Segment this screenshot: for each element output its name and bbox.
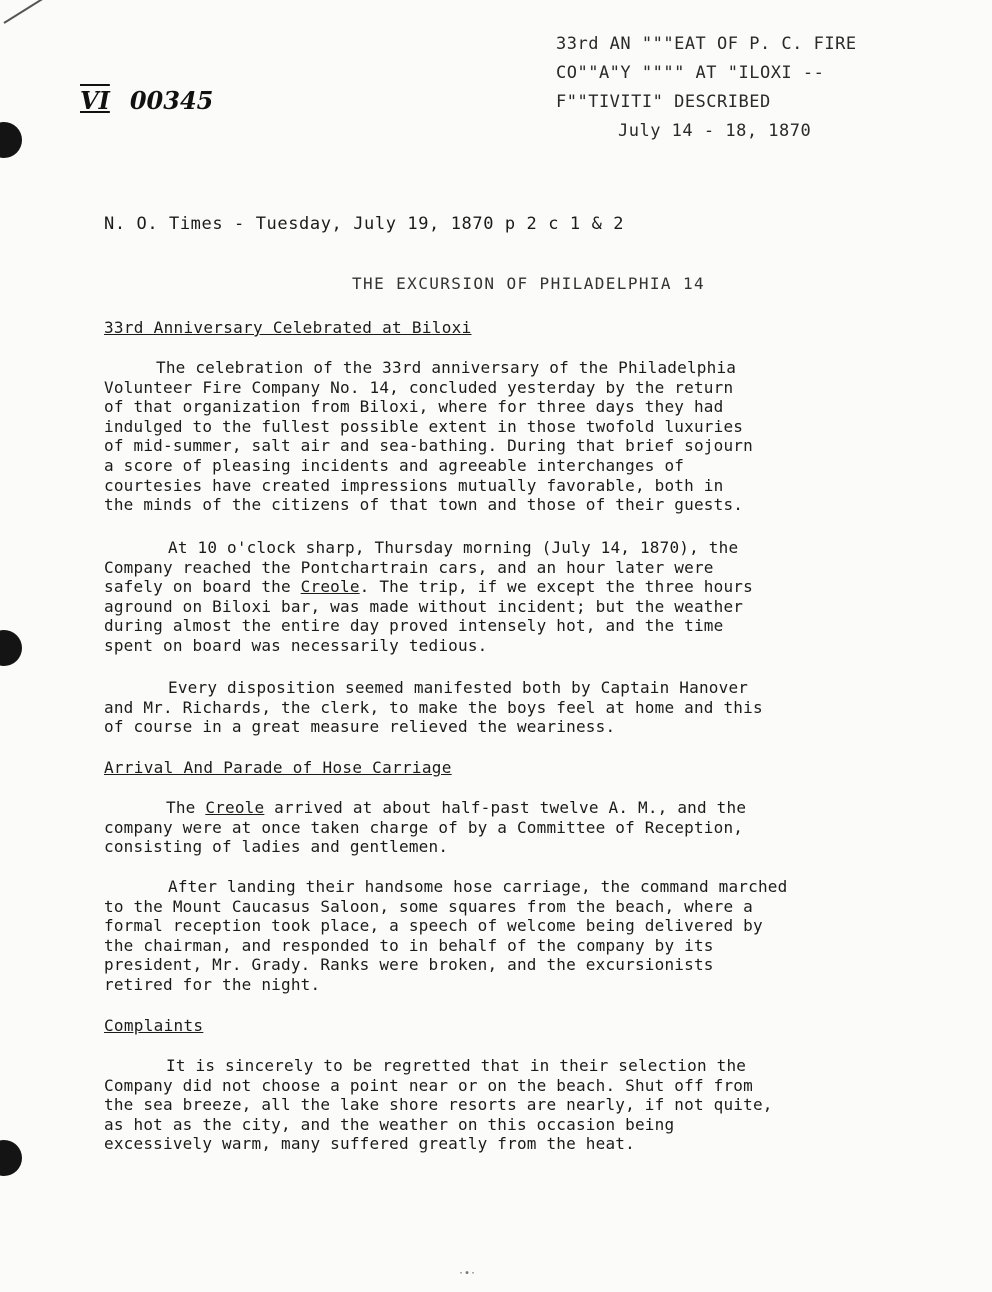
paragraph-3 [104, 678, 934, 737]
paragraph-line [104, 577, 934, 597]
paragraph-line: president, Mr. Grady. Ranks were broken, and the excursionists [104, 955, 714, 975]
paragraph-2 [104, 538, 934, 656]
ship-name: Creole [205, 798, 265, 817]
reference-roman: VI [80, 86, 110, 115]
section-heading-arrival: Arrival And Parade of Hose Carriage [104, 758, 452, 777]
section-heading-complaints: Complaints [104, 1016, 204, 1035]
scan-smudge: ·∙· [458, 1268, 477, 1279]
paragraph-5 [104, 877, 934, 995]
header-block [556, 30, 976, 146]
paragraph-line: The celebration of the 33rd anniversary of the Philadelphia [156, 358, 737, 377]
text-run: safely on board the [104, 577, 301, 597]
paragraph-1 [104, 358, 934, 515]
paragraph-4 [104, 798, 934, 857]
text-run: The [166, 798, 206, 817]
reference-number: 00345 [129, 86, 214, 115]
paragraph-line: to the Mount Caucasus Saloon, some squares from the beach, where a [104, 896, 753, 916]
paragraph-line: a score of pleasing incidents and agreeable interchanges of [104, 455, 685, 475]
paragraph-line: of mid-summer, salt air and sea-bathing. During that brief sojourn [104, 436, 753, 456]
paragraph-line: company were at once taken charge of by a Committee of Reception, [104, 817, 744, 837]
binder-hole-bottom [0, 1140, 22, 1176]
paragraph-line: spent on board was necessarily tedious. [104, 635, 488, 655]
paragraph-line: Company reached the Pontchartrain cars, and an hour later were [104, 557, 714, 577]
paragraph-line: Company did not choose a point near or on the beach. Shut off from [104, 1075, 753, 1095]
paragraph-6 [104, 1056, 934, 1154]
paragraph-line: the chairman, and responded to in behalf of the company by its [104, 935, 714, 955]
paragraph-line: as hot as the city, and the weather on this occasion being [104, 1114, 675, 1134]
paragraph-line: aground on Biloxi bar, was made without incident; but the weather [104, 596, 744, 616]
paragraph-line: the minds of the citizens of that town and those of their guests. [104, 495, 744, 515]
text-run: . The trip, if we except the three hours [359, 577, 753, 597]
paragraph-line: Every disposition seemed manifested both by Captain Hanover [168, 678, 749, 697]
paragraph-line: courtesies have created impressions mutually favorable, both in [104, 475, 724, 495]
text-run: arrived at about half-past twelve A. M., and the [264, 798, 747, 817]
paragraph-line: excessively warm, many suffered greatly from the heat. [104, 1134, 635, 1154]
binder-hole-middle [0, 630, 22, 666]
source-line: N. O. Times - Tuesday, July 19, 1870 p 2 c 1 & 2 [104, 214, 625, 234]
paragraph-line: Volunteer Fire Company No. 14, concluded yesterday by the return [104, 377, 734, 397]
pen-mark [3, 0, 48, 24]
ship-name: Creole [300, 577, 360, 597]
paragraph-line: It is sincerely to be regretted that in their selection the [166, 1056, 747, 1075]
paragraph-line: of that organization from Biloxi, where for three days they had [104, 397, 724, 417]
paragraph-line: consisting of ladies and gentlemen. [104, 837, 449, 857]
reference-stamp [80, 86, 213, 115]
paragraph-line [104, 798, 934, 818]
paragraph-line: and Mr. Richards, the clerk, to make the boys feel at home and this [104, 697, 763, 717]
header-date: July 14 - 18, 1870 [618, 121, 812, 141]
section-heading-anniversary: 33rd Anniversary Celebrated at Biloxi [104, 318, 472, 337]
header-line: F""TIVITI" DESCRIBED [556, 92, 771, 112]
paragraph-line: After landing their handsome hose carriage, the command marched [168, 877, 788, 896]
paragraph-line: during almost the entire day proved intensely hot, and the time [104, 616, 724, 636]
header-line: 33rd AN """EAT OF P. C. FIRE [556, 34, 857, 54]
paragraph-line: formal reception took place, a speech of welcome being delivered by [104, 916, 763, 936]
paragraph-line: indulged to the fullest possible extent in those twofold luxuries [104, 416, 744, 436]
paragraph-line: retired for the night. [104, 974, 321, 994]
paragraph-line: At 10 o'clock sharp, Thursday morning (July 14, 1870), the [168, 538, 739, 557]
header-line: CO""A"Y """" AT "ILOXI -- [556, 63, 825, 83]
main-heading: THE EXCURSION OF PHILADELPHIA 14 [352, 274, 706, 293]
paragraph-line: of course in a great measure relieved the weariness. [104, 717, 616, 737]
paragraph-line: the sea breeze, all the lake shore resorts are nearly, if not quite, [104, 1095, 773, 1115]
binder-hole-top [0, 122, 22, 158]
